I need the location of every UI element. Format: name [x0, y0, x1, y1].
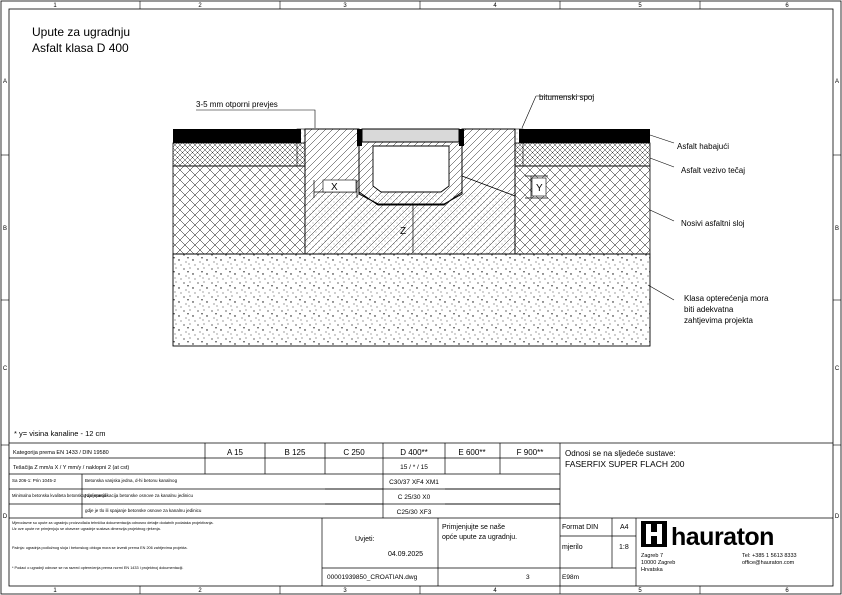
bitumen-joint-left	[297, 129, 305, 166]
row3-label: Minimalna betonska kvaliteta betonskog zaljevanja	[12, 493, 107, 498]
row4-value: C25/30 XF3	[396, 509, 432, 516]
dimension-x-box	[323, 180, 356, 192]
systems-heading: Odnosi se na sljedeće sustave:	[565, 449, 676, 458]
company-address-1: Zagreb 7	[641, 553, 664, 559]
col-label: 5	[638, 588, 642, 594]
note-3: Pažnja: ugradnja podložnog sloja i betonskog obloga mora se izvesti prema EN 206 zahtjevima projekta.	[12, 546, 188, 550]
row-label: C	[834, 366, 840, 372]
class-a15: A 15	[226, 448, 244, 457]
label-class-2: biti adekvatna	[684, 305, 734, 314]
row1-value: 15 / * / 15	[400, 464, 428, 471]
company-address-3: Hrvatska	[641, 567, 663, 573]
label-wearing: Asfalt habajući	[677, 142, 730, 151]
row-label: D	[2, 514, 8, 520]
row3-sub: Nije specifikacija betonske osnove za kanalnu jedinicu	[85, 493, 194, 498]
col-label: 4	[493, 3, 497, 9]
class-d400: D 400**	[400, 448, 428, 457]
dimension-y: Y	[536, 183, 543, 194]
page-number: 3	[526, 574, 530, 581]
class-b125: B 125	[284, 448, 306, 457]
row-label: B	[834, 226, 840, 232]
cross-section	[173, 129, 650, 346]
uvjeti-label: Uvjeti:	[355, 536, 375, 543]
row2-label: Sa 206-1: Prin 1045-2	[12, 478, 57, 483]
wearing-layer-right	[519, 129, 650, 143]
col-label: 3	[343, 3, 347, 9]
scale-label: mjerilo	[562, 544, 583, 551]
grate-edge-left	[357, 129, 362, 146]
class-f900: F 900**	[516, 448, 544, 457]
dimension-z: Z	[400, 226, 407, 237]
col-label: 3	[343, 588, 347, 594]
format-value: A4	[620, 524, 629, 531]
row2-value: C30/37 XF4 XM1	[389, 479, 439, 486]
general-note-1: Primjenjujte se naše	[442, 524, 506, 531]
col-label: 6	[785, 588, 789, 594]
systems-value: FASERFIX SUPER FLACH 200	[565, 459, 685, 469]
col-label: 1	[53, 3, 57, 9]
row-label: B	[2, 226, 8, 232]
subgrade-layer	[173, 254, 650, 346]
base-layer-left	[173, 166, 305, 254]
channel-grate	[362, 129, 459, 142]
format-label: Format DIN	[562, 524, 599, 531]
company-name: hauraton	[671, 523, 774, 551]
company-address-2: 10000 Zagreb	[641, 560, 676, 566]
bitumen-joint-right	[515, 129, 523, 166]
footnote: * y= visina kanaline - 12 cm	[14, 429, 106, 438]
col-label: 5	[638, 3, 642, 9]
note-1: Mjerodavne su upute za ugradnju proizvođača tehnička dokumentacija odnosno detalje dodatnih podataka projektiranja.	[12, 521, 214, 525]
row3-value: C 25/30 X0	[397, 494, 431, 501]
col-label: 2	[198, 588, 202, 594]
label-base: Nosivi asfaltni sloj	[681, 219, 745, 228]
grate-edge-right	[459, 129, 464, 146]
row4-sub: gdje je tlo ili spajanje betonske osnove za kanalnu jedinicu	[85, 508, 202, 513]
company-email: office@hauraton.com	[742, 560, 795, 566]
note-4: * Podaci o ugradnji odnose se na razred opterećenja prema normi EN 1433 i projektnoj dokumentaciji.	[12, 566, 184, 570]
binder-layer-right	[515, 143, 650, 166]
wearing-layer-left	[173, 129, 301, 143]
row-label: D	[834, 514, 840, 520]
col-label: 1	[53, 588, 57, 594]
label-class-1: Klasa opterećenja mora	[684, 294, 769, 303]
col-label: 4	[493, 588, 497, 594]
table-header-left: Kategorija prema EN 1433 / DIN 19580	[13, 450, 109, 456]
row1-label: Tešačija Z mm/a X / Y mm/y / naklopni 2 (at cst)	[13, 465, 130, 471]
general-note-2: opće upute za ugradnju.	[442, 534, 518, 541]
class-c250: C 250	[343, 448, 365, 457]
dimension-x: X	[331, 182, 338, 193]
hauraton-logo-icon	[641, 521, 667, 547]
date: 04.09.2025	[388, 551, 424, 558]
label-binder: Asfalt vezivo tečaj	[681, 166, 746, 175]
channel-inner	[373, 146, 449, 192]
title-line-2: Asfalt klasa D 400	[32, 41, 129, 55]
row-label: A	[834, 79, 840, 85]
binder-layer-left	[173, 143, 305, 166]
class-e600: E 600**	[458, 448, 486, 457]
col-label: 2	[198, 3, 202, 9]
label-class-3: zahtjevima projekta	[684, 316, 753, 325]
row-label: C	[2, 366, 8, 372]
drawing-code: E98m	[562, 574, 579, 581]
scale-value: 1:8	[619, 544, 629, 551]
note-2: Uz ove upute ne primjenjuju se obaveze ugradnje sustava dimenzija projektnog rješenja.	[12, 527, 161, 531]
file-name: 00001939850_CROATIAN.dwg	[327, 574, 418, 581]
row2-sub: Betonska vanjska jedna, d-hi betonu kanalnog	[85, 478, 178, 483]
label-gap: 3-5 mm otporni prevjes	[196, 100, 278, 109]
company-tel: Tel: +385 1 5613 8333	[742, 553, 797, 559]
title-line-1: Upute za ugradnju	[32, 25, 131, 39]
col-label: 6	[785, 3, 789, 9]
label-bitumen: bitumenski spoj	[539, 93, 595, 102]
row-label: A	[2, 79, 8, 85]
